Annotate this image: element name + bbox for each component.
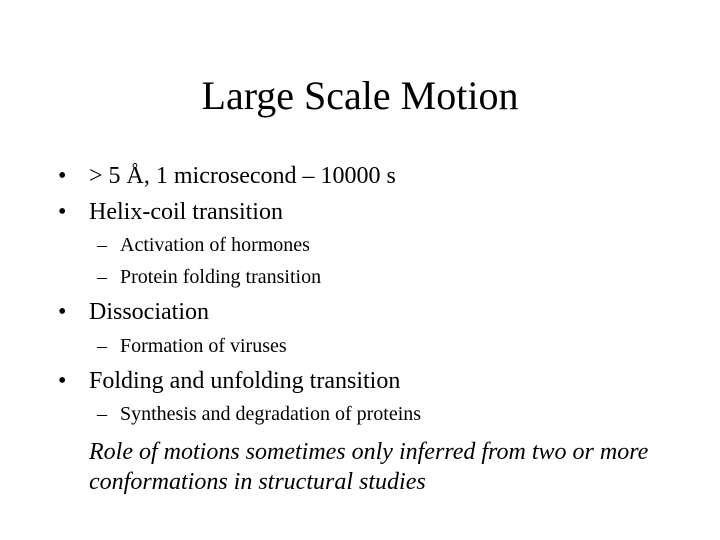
italic-note: Role of motions sometimes only inferred from two or more conformations in structural studies xyxy=(89,439,649,495)
list-item-text: Helix-coil transition xyxy=(89,199,283,225)
slide-title: Large Scale Motion xyxy=(201,73,519,118)
dash-icon: – xyxy=(97,403,107,425)
sub-list-item-text: Formation of viruses xyxy=(120,335,287,357)
list-item-text: Dissociation xyxy=(89,299,209,325)
list-item-text: > 5 Å, 1 microsecond – 10000 s xyxy=(89,163,396,189)
dash-icon: – xyxy=(97,266,107,288)
sub-list-item-text: Protein folding transition xyxy=(120,266,322,288)
bullet-icon: • xyxy=(58,368,67,394)
bullet-icon: • xyxy=(58,163,67,189)
dash-icon: – xyxy=(97,234,107,256)
sub-list-item-text: Activation of hormones xyxy=(120,234,310,256)
list-item-text: Folding and unfolding transition xyxy=(89,368,401,394)
bullet-icon: • xyxy=(58,299,67,325)
dash-icon: – xyxy=(97,335,107,357)
bullet-icon: • xyxy=(58,199,67,225)
sub-list-item-text: Synthesis and degradation of proteins xyxy=(120,403,422,425)
